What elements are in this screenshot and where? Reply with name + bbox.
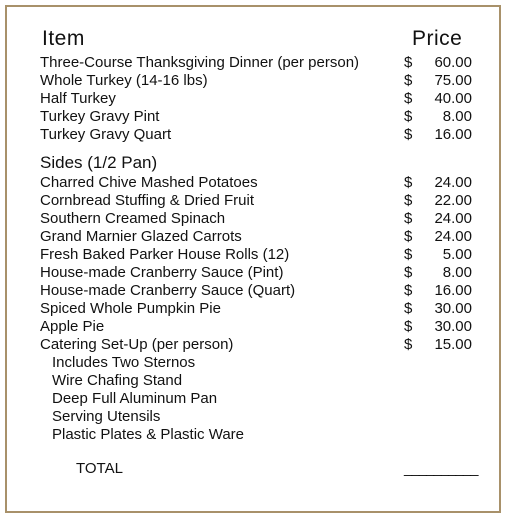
currency-symbol: $ (404, 90, 413, 107)
setup-include-item: Includes Two Sternos (52, 354, 196, 371)
menu-row (40, 174, 476, 192)
item-name: Turkey Gravy Pint (40, 108, 160, 125)
currency-symbol: $ (404, 300, 413, 317)
price-column-header: Price (412, 27, 463, 50)
menu-row (40, 108, 476, 126)
item-name: House-made Cranberry Sauce (Quart) (40, 282, 296, 299)
item-name: Spiced Whole Pumpkin Pie (40, 300, 221, 317)
item-price: 24.00 (434, 174, 472, 191)
item-name: Turkey Gravy Quart (40, 126, 172, 143)
item-price: 16.00 (434, 282, 472, 299)
menu-row (40, 246, 476, 264)
currency-symbol: $ (404, 264, 413, 281)
menu-row (40, 300, 476, 318)
item-price: 30.00 (434, 300, 472, 317)
menu-row (40, 282, 476, 300)
item-price: 16.00 (434, 126, 472, 143)
setup-include-item: Deep Full Aluminum Pan (52, 390, 218, 407)
menu-row (40, 210, 476, 228)
currency-symbol: $ (404, 318, 413, 335)
item-price: 22.00 (434, 192, 472, 209)
currency-symbol: $ (404, 246, 413, 263)
menu-row (40, 264, 476, 282)
menu-row (40, 54, 476, 72)
currency-symbol: $ (404, 108, 413, 125)
setup-include-item: Plastic Plates & Plastic Ware (52, 426, 245, 443)
item-price: 40.00 (434, 90, 472, 107)
menu-row (40, 336, 476, 354)
item-name: Southern Creamed Spinach (40, 210, 226, 227)
currency-symbol: $ (404, 192, 413, 209)
currency-symbol: $ (404, 174, 413, 191)
item-price: 60.00 (434, 54, 472, 71)
item-price: 30.00 (434, 318, 472, 335)
item-price: 24.00 (434, 228, 472, 245)
menu-row (40, 192, 476, 210)
item-name: Three-Course Thanksgiving Dinner (per person) (40, 54, 360, 71)
item-name: Half Turkey (40, 90, 116, 107)
menu-row (40, 90, 476, 108)
item-name: Cornbread Stuffing & Dried Fruit (40, 192, 254, 209)
item-name: Catering Set-Up (per person) (40, 336, 234, 353)
menu-row (40, 72, 476, 90)
item-price: 15.00 (434, 336, 472, 353)
item-name: Grand Marnier Glazed Carrots (40, 228, 242, 245)
item-name: Fresh Baked Parker House Rolls (12) (40, 246, 290, 263)
item-name: Whole Turkey (14-16 lbs) (40, 72, 208, 89)
setup-include-item: Serving Utensils (52, 408, 161, 425)
total-blank-line: __________ (404, 460, 478, 477)
total-label: TOTAL (76, 460, 123, 477)
setup-include-item: Wire Chafing Stand (52, 372, 183, 389)
currency-symbol: $ (404, 210, 413, 227)
sides-section-heading: Sides (1/2 Pan) (40, 153, 158, 172)
item-price: 8.00 (442, 264, 472, 281)
item-name: Apple Pie (40, 318, 105, 335)
item-price: 75.00 (434, 72, 472, 89)
currency-symbol: $ (404, 54, 413, 71)
currency-symbol: $ (404, 336, 413, 353)
item-name: House-made Cranberry Sauce (Pint) (40, 264, 284, 281)
item-price: 24.00 (434, 210, 472, 227)
menu-row (40, 228, 476, 246)
item-price: 5.00 (442, 246, 472, 263)
currency-symbol: $ (404, 282, 413, 299)
item-price: 8.00 (442, 108, 472, 125)
currency-symbol: $ (404, 126, 413, 143)
menu-row (40, 318, 476, 336)
item-column-header: Item (42, 27, 85, 50)
menu-row (40, 126, 476, 144)
item-name: Charred Chive Mashed Potatoes (40, 174, 258, 191)
currency-symbol: $ (404, 228, 413, 245)
currency-symbol: $ (404, 72, 413, 89)
